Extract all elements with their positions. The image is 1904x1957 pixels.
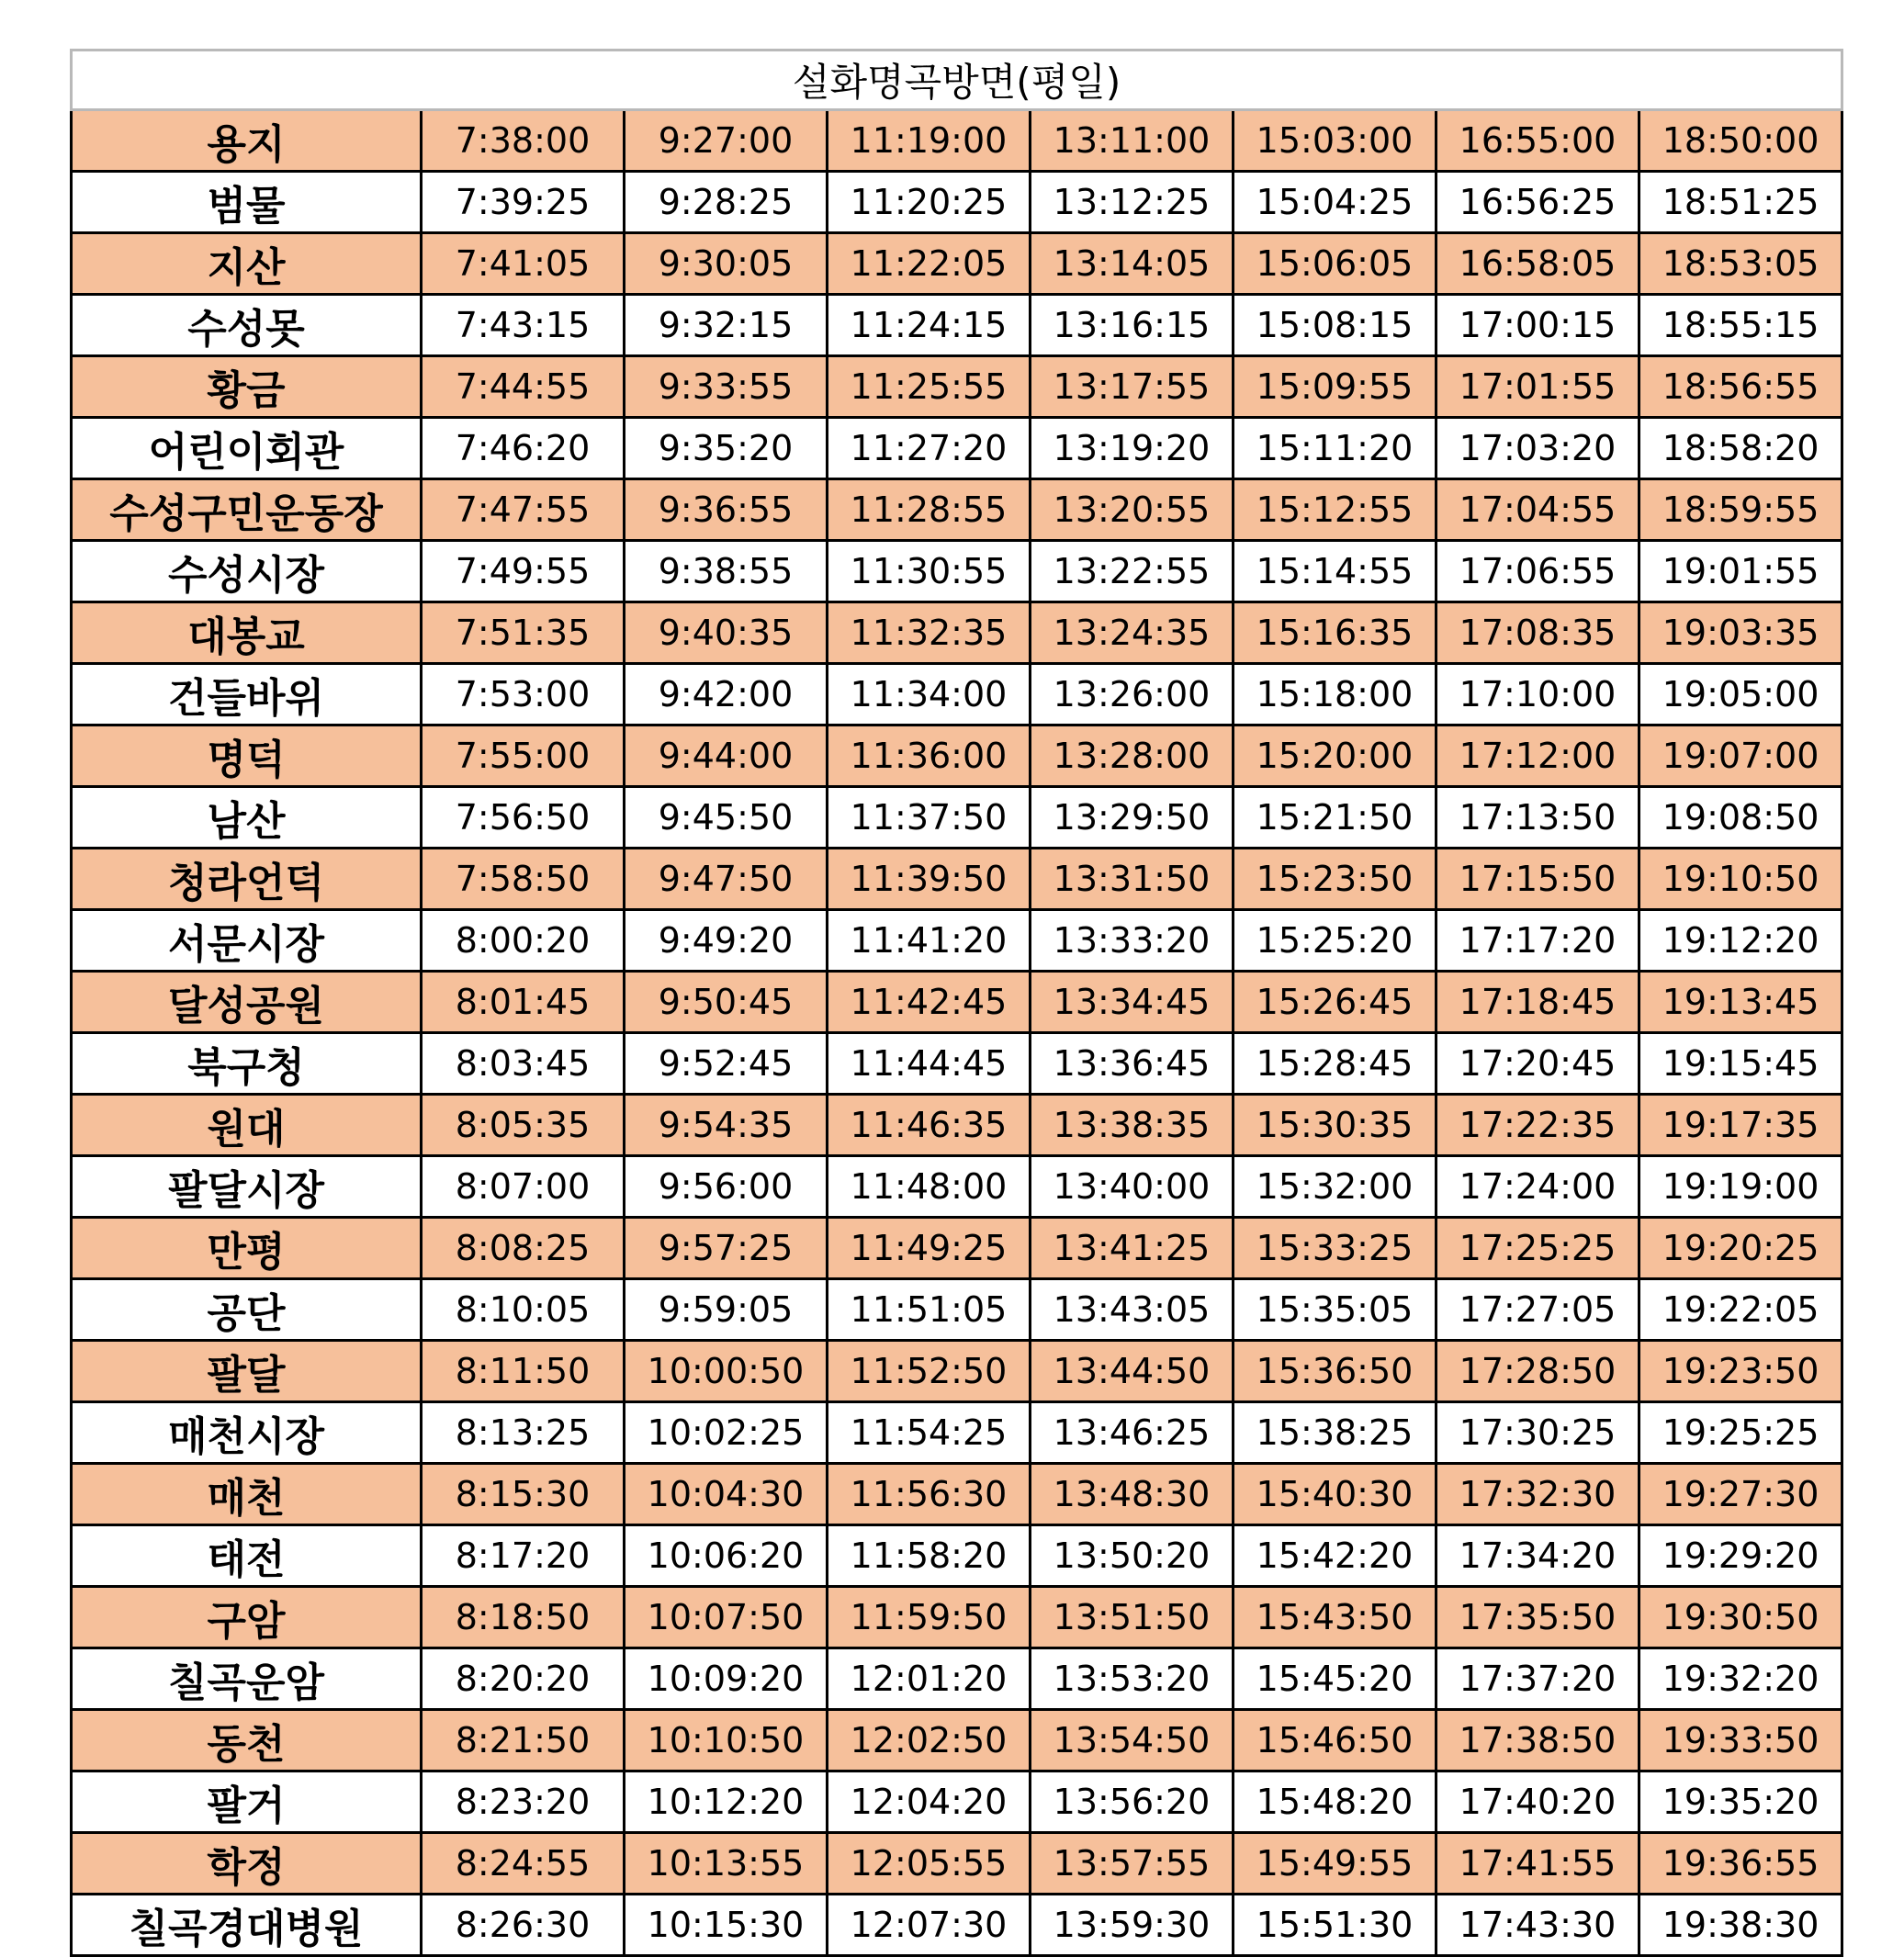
departure-time-cell: 9:27:00: [625, 110, 828, 172]
departure-time-cell: 8:21:50: [422, 1710, 625, 1771]
departure-time-cell: 15:38:25: [1234, 1402, 1436, 1464]
departure-time-cell: 11:20:25: [828, 172, 1031, 233]
departure-time-cell: 11:49:25: [828, 1218, 1031, 1279]
departure-time-cell: 19:07:00: [1639, 725, 1842, 787]
departure-time-cell: 11:46:35: [828, 1095, 1031, 1156]
table-row: [72, 972, 1842, 1033]
table-row: [72, 1279, 1842, 1341]
departure-time-cell: 9:57:25: [625, 1218, 828, 1279]
departure-time-cell: 19:10:50: [1639, 849, 1842, 910]
departure-time-cell: 18:50:00: [1639, 110, 1842, 172]
departure-time-cell: 8:11:50: [422, 1341, 625, 1402]
departure-time-cell: 9:32:15: [625, 295, 828, 356]
departure-time-cell: 13:59:30: [1031, 1895, 1234, 1956]
departure-time-cell: 13:51:50: [1031, 1587, 1234, 1648]
departure-time-cell: 18:59:55: [1639, 479, 1842, 541]
departure-time-cell: 15:49:55: [1234, 1833, 1436, 1895]
departure-time-cell: 15:40:30: [1234, 1464, 1436, 1525]
departure-time-cell: 11:59:50: [828, 1587, 1031, 1648]
departure-time-cell: 9:30:05: [625, 233, 828, 295]
departure-time-cell: 19:13:45: [1639, 972, 1842, 1033]
station-name-cell: 달성공원: [72, 972, 422, 1033]
departure-time-cell: 7:49:55: [422, 541, 625, 602]
departure-time-cell: 17:22:35: [1436, 1095, 1639, 1156]
departure-time-cell: 9:47:50: [625, 849, 828, 910]
departure-time-cell: 13:57:55: [1031, 1833, 1234, 1895]
table-row: [72, 1895, 1842, 1956]
departure-time-cell: 11:51:05: [828, 1279, 1031, 1341]
departure-time-cell: 11:28:55: [828, 479, 1031, 541]
departure-time-cell: 15:03:00: [1234, 110, 1436, 172]
departure-time-cell: 7:46:20: [422, 418, 625, 479]
departure-time-cell: 19:01:55: [1639, 541, 1842, 602]
station-name-cell: 남산: [72, 787, 422, 849]
departure-time-cell: 19:15:45: [1639, 1033, 1842, 1095]
departure-time-cell: 9:36:55: [625, 479, 828, 541]
departure-time-cell: 13:17:55: [1031, 356, 1234, 418]
departure-time-cell: 19:03:35: [1639, 602, 1842, 664]
departure-time-cell: 15:14:55: [1234, 541, 1436, 602]
table-row: [72, 479, 1842, 541]
departure-time-cell: 11:42:45: [828, 972, 1031, 1033]
departure-time-cell: 11:48:00: [828, 1156, 1031, 1218]
station-name-cell: 명덕: [72, 725, 422, 787]
departure-time-cell: 19:36:55: [1639, 1833, 1842, 1895]
departure-time-cell: 11:41:20: [828, 910, 1031, 972]
table-row: [72, 295, 1842, 356]
departure-time-cell: 8:17:20: [422, 1525, 625, 1587]
departure-time-cell: 10:00:50: [625, 1341, 828, 1402]
departure-time-cell: 17:38:50: [1436, 1710, 1639, 1771]
departure-time-cell: 11:25:55: [828, 356, 1031, 418]
departure-time-cell: 17:32:30: [1436, 1464, 1639, 1525]
departure-time-cell: 19:25:25: [1639, 1402, 1842, 1464]
departure-time-cell: 13:38:35: [1031, 1095, 1234, 1156]
table-row: [72, 172, 1842, 233]
departure-time-cell: 8:07:00: [422, 1156, 625, 1218]
departure-time-cell: 18:58:20: [1639, 418, 1842, 479]
departure-time-cell: 13:29:50: [1031, 787, 1234, 849]
departure-time-cell: 19:35:20: [1639, 1771, 1842, 1833]
departure-time-cell: 9:38:55: [625, 541, 828, 602]
departure-time-cell: 11:36:00: [828, 725, 1031, 787]
departure-time-cell: 17:41:55: [1436, 1833, 1639, 1895]
departure-time-cell: 15:33:25: [1234, 1218, 1436, 1279]
timetable-body: [72, 110, 1842, 1956]
departure-time-cell: 15:12:55: [1234, 479, 1436, 541]
departure-time-cell: 17:34:20: [1436, 1525, 1639, 1587]
timetable: [70, 49, 1843, 1957]
departure-time-cell: 17:06:55: [1436, 541, 1639, 602]
departure-time-cell: 10:13:55: [625, 1833, 828, 1895]
departure-time-cell: 9:44:00: [625, 725, 828, 787]
departure-time-cell: 9:56:00: [625, 1156, 828, 1218]
departure-time-cell: 17:17:20: [1436, 910, 1639, 972]
departure-time-cell: 17:08:35: [1436, 602, 1639, 664]
station-name-cell: 수성못: [72, 295, 422, 356]
departure-time-cell: 19:32:20: [1639, 1648, 1842, 1710]
departure-time-cell: 9:33:55: [625, 356, 828, 418]
departure-time-cell: 15:32:00: [1234, 1156, 1436, 1218]
departure-time-cell: 17:30:25: [1436, 1402, 1639, 1464]
departure-time-cell: 13:40:00: [1031, 1156, 1234, 1218]
table-row: [72, 1033, 1842, 1095]
departure-time-cell: 13:28:00: [1031, 725, 1234, 787]
departure-time-cell: 15:48:20: [1234, 1771, 1436, 1833]
station-name-cell: 태전: [72, 1525, 422, 1587]
departure-time-cell: 17:25:25: [1436, 1218, 1639, 1279]
station-name-cell: 매천시장: [72, 1402, 422, 1464]
departure-time-cell: 11:24:15: [828, 295, 1031, 356]
table-row: [72, 1402, 1842, 1464]
departure-time-cell: 10:10:50: [625, 1710, 828, 1771]
departure-time-cell: 9:52:45: [625, 1033, 828, 1095]
departure-time-cell: 7:56:50: [422, 787, 625, 849]
departure-time-cell: 13:43:05: [1031, 1279, 1234, 1341]
departure-time-cell: 8:01:45: [422, 972, 625, 1033]
departure-time-cell: 15:46:50: [1234, 1710, 1436, 1771]
departure-time-cell: 18:55:15: [1639, 295, 1842, 356]
departure-time-cell: 13:31:50: [1031, 849, 1234, 910]
station-name-cell: 수성구민운동장: [72, 479, 422, 541]
departure-time-cell: 13:53:20: [1031, 1648, 1234, 1710]
departure-time-cell: 11:54:25: [828, 1402, 1031, 1464]
station-name-cell: 청라언덕: [72, 849, 422, 910]
departure-time-cell: 15:30:35: [1234, 1095, 1436, 1156]
departure-time-cell: 19:12:20: [1639, 910, 1842, 972]
departure-time-cell: 13:24:35: [1031, 602, 1234, 664]
station-name-cell: 대봉교: [72, 602, 422, 664]
station-name-cell: 칠곡경대병원: [72, 1895, 422, 1956]
departure-time-cell: 11:32:35: [828, 602, 1031, 664]
departure-time-cell: 15:06:05: [1234, 233, 1436, 295]
table-row: [72, 1156, 1842, 1218]
departure-time-cell: 15:08:15: [1234, 295, 1436, 356]
station-name-cell: 칠곡운암: [72, 1648, 422, 1710]
table-row: [72, 541, 1842, 602]
departure-time-cell: 10:02:25: [625, 1402, 828, 1464]
departure-time-cell: 17:03:20: [1436, 418, 1639, 479]
departure-time-cell: 16:56:25: [1436, 172, 1639, 233]
departure-time-cell: 8:08:25: [422, 1218, 625, 1279]
departure-time-cell: 17:13:50: [1436, 787, 1639, 849]
departure-time-cell: 8:20:20: [422, 1648, 625, 1710]
station-name-cell: 팔거: [72, 1771, 422, 1833]
departure-time-cell: 16:55:00: [1436, 110, 1639, 172]
departure-time-cell: 12:01:20: [828, 1648, 1031, 1710]
departure-time-cell: 10:07:50: [625, 1587, 828, 1648]
table-row: [72, 602, 1842, 664]
departure-time-cell: 15:45:20: [1234, 1648, 1436, 1710]
table-row: [72, 910, 1842, 972]
departure-time-cell: 15:18:00: [1234, 664, 1436, 725]
departure-time-cell: 9:28:25: [625, 172, 828, 233]
station-name-cell: 용지: [72, 110, 422, 172]
departure-time-cell: 19:17:35: [1639, 1095, 1842, 1156]
station-name-cell: 황금: [72, 356, 422, 418]
departure-time-cell: 13:48:30: [1031, 1464, 1234, 1525]
table-title: 설화명곡방면(평일): [72, 51, 1842, 110]
departure-time-cell: 19:33:50: [1639, 1710, 1842, 1771]
departure-time-cell: 15:25:20: [1234, 910, 1436, 972]
departure-time-cell: 8:18:50: [422, 1587, 625, 1648]
departure-time-cell: 17:04:55: [1436, 479, 1639, 541]
departure-time-cell: 15:35:05: [1234, 1279, 1436, 1341]
departure-time-cell: 17:18:45: [1436, 972, 1639, 1033]
departure-time-cell: 11:56:30: [828, 1464, 1031, 1525]
table-row: [72, 1648, 1842, 1710]
departure-time-cell: 15:04:25: [1234, 172, 1436, 233]
departure-time-cell: 11:58:20: [828, 1525, 1031, 1587]
table-row: [72, 1341, 1842, 1402]
table-row: [72, 110, 1842, 172]
table-row: [72, 1833, 1842, 1895]
station-name-cell: 학정: [72, 1833, 422, 1895]
departure-time-cell: 19:23:50: [1639, 1341, 1842, 1402]
departure-time-cell: 12:04:20: [828, 1771, 1031, 1833]
departure-time-cell: 11:37:50: [828, 787, 1031, 849]
departure-time-cell: 11:30:55: [828, 541, 1031, 602]
departure-time-cell: 10:15:30: [625, 1895, 828, 1956]
departure-time-cell: 19:19:00: [1639, 1156, 1842, 1218]
departure-time-cell: 8:24:55: [422, 1833, 625, 1895]
table-row: [72, 725, 1842, 787]
departure-time-cell: 7:53:00: [422, 664, 625, 725]
departure-time-cell: 15:16:35: [1234, 602, 1436, 664]
departure-time-cell: 11:44:45: [828, 1033, 1031, 1095]
departure-time-cell: 13:12:25: [1031, 172, 1234, 233]
departure-time-cell: 8:26:30: [422, 1895, 625, 1956]
departure-time-cell: 12:05:55: [828, 1833, 1031, 1895]
departure-time-cell: 7:38:00: [422, 110, 625, 172]
departure-time-cell: 8:03:45: [422, 1033, 625, 1095]
station-name-cell: 수성시장: [72, 541, 422, 602]
departure-time-cell: 17:20:45: [1436, 1033, 1639, 1095]
table-row: [72, 1525, 1842, 1587]
departure-time-cell: 13:26:00: [1031, 664, 1234, 725]
departure-time-cell: 7:47:55: [422, 479, 625, 541]
departure-time-cell: 10:12:20: [625, 1771, 828, 1833]
departure-time-cell: 11:19:00: [828, 110, 1031, 172]
departure-time-cell: 9:45:50: [625, 787, 828, 849]
departure-time-cell: 17:10:00: [1436, 664, 1639, 725]
table-row: [72, 1587, 1842, 1648]
departure-time-cell: 17:28:50: [1436, 1341, 1639, 1402]
departure-time-cell: 15:43:50: [1234, 1587, 1436, 1648]
table-row: [72, 1464, 1842, 1525]
departure-time-cell: 11:34:00: [828, 664, 1031, 725]
departure-time-cell: 19:27:30: [1639, 1464, 1842, 1525]
departure-time-cell: 8:13:25: [422, 1402, 625, 1464]
departure-time-cell: 8:15:30: [422, 1464, 625, 1525]
departure-time-cell: 7:39:25: [422, 172, 625, 233]
departure-time-cell: 13:20:55: [1031, 479, 1234, 541]
departure-time-cell: 15:36:50: [1234, 1341, 1436, 1402]
departure-time-cell: 11:52:50: [828, 1341, 1031, 1402]
departure-time-cell: 19:30:50: [1639, 1587, 1842, 1648]
departure-time-cell: 13:36:45: [1031, 1033, 1234, 1095]
departure-time-cell: 15:42:20: [1234, 1525, 1436, 1587]
departure-time-cell: 15:21:50: [1234, 787, 1436, 849]
departure-time-cell: 17:00:15: [1436, 295, 1639, 356]
station-name-cell: 만평: [72, 1218, 422, 1279]
departure-time-cell: 8:00:20: [422, 910, 625, 972]
departure-time-cell: 15:20:00: [1234, 725, 1436, 787]
departure-time-cell: 13:22:55: [1031, 541, 1234, 602]
departure-time-cell: 10:09:20: [625, 1648, 828, 1710]
departure-time-cell: 15:11:20: [1234, 418, 1436, 479]
station-name-cell: 서문시장: [72, 910, 422, 972]
departure-time-cell: 15:23:50: [1234, 849, 1436, 910]
station-name-cell: 매천: [72, 1464, 422, 1525]
departure-time-cell: 11:22:05: [828, 233, 1031, 295]
departure-time-cell: 8:10:05: [422, 1279, 625, 1341]
departure-time-cell: 9:50:45: [625, 972, 828, 1033]
departure-time-cell: 9:54:35: [625, 1095, 828, 1156]
departure-time-cell: 19:20:25: [1639, 1218, 1842, 1279]
station-name-cell: 동천: [72, 1710, 422, 1771]
departure-time-cell: 10:06:20: [625, 1525, 828, 1587]
station-name-cell: 범물: [72, 172, 422, 233]
departure-time-cell: 9:40:35: [625, 602, 828, 664]
table-row: [72, 1095, 1842, 1156]
departure-time-cell: 17:40:20: [1436, 1771, 1639, 1833]
departure-time-cell: 11:27:20: [828, 418, 1031, 479]
departure-time-cell: 7:58:50: [422, 849, 625, 910]
departure-time-cell: 17:27:05: [1436, 1279, 1639, 1341]
table-row: [72, 787, 1842, 849]
departure-time-cell: 13:33:20: [1031, 910, 1234, 972]
station-name-cell: 지산: [72, 233, 422, 295]
departure-time-cell: 7:55:00: [422, 725, 625, 787]
table-row: [72, 849, 1842, 910]
departure-time-cell: 10:04:30: [625, 1464, 828, 1525]
station-name-cell: 원대: [72, 1095, 422, 1156]
departure-time-cell: 8:23:20: [422, 1771, 625, 1833]
station-name-cell: 구암: [72, 1587, 422, 1648]
station-name-cell: 팔달시장: [72, 1156, 422, 1218]
departure-time-cell: 19:29:20: [1639, 1525, 1842, 1587]
title-row: [72, 51, 1842, 110]
table-row: [72, 664, 1842, 725]
departure-time-cell: 7:51:35: [422, 602, 625, 664]
station-name-cell: 어린이회관: [72, 418, 422, 479]
departure-time-cell: 17:43:30: [1436, 1895, 1639, 1956]
table-row: [72, 1218, 1842, 1279]
station-name-cell: 팔달: [72, 1341, 422, 1402]
departure-time-cell: 19:08:50: [1639, 787, 1842, 849]
departure-time-cell: 15:28:45: [1234, 1033, 1436, 1095]
station-name-cell: 공단: [72, 1279, 422, 1341]
departure-time-cell: 13:50:20: [1031, 1525, 1234, 1587]
departure-time-cell: 15:09:55: [1234, 356, 1436, 418]
table-row: [72, 1710, 1842, 1771]
departure-time-cell: 13:46:25: [1031, 1402, 1234, 1464]
departure-time-cell: 15:51:30: [1234, 1895, 1436, 1956]
departure-time-cell: 8:05:35: [422, 1095, 625, 1156]
departure-time-cell: 17:35:50: [1436, 1587, 1639, 1648]
table-row: [72, 1771, 1842, 1833]
departure-time-cell: 12:07:30: [828, 1895, 1031, 1956]
departure-time-cell: 13:44:50: [1031, 1341, 1234, 1402]
departure-time-cell: 9:42:00: [625, 664, 828, 725]
departure-time-cell: 13:41:25: [1031, 1218, 1234, 1279]
departure-time-cell: 17:01:55: [1436, 356, 1639, 418]
departure-time-cell: 9:49:20: [625, 910, 828, 972]
departure-time-cell: 17:24:00: [1436, 1156, 1639, 1218]
departure-time-cell: 18:53:05: [1639, 233, 1842, 295]
departure-time-cell: 18:51:25: [1639, 172, 1842, 233]
departure-time-cell: 17:12:00: [1436, 725, 1639, 787]
departure-time-cell: 13:19:20: [1031, 418, 1234, 479]
station-name-cell: 북구청: [72, 1033, 422, 1095]
departure-time-cell: 7:41:05: [422, 233, 625, 295]
departure-time-cell: 13:54:50: [1031, 1710, 1234, 1771]
departure-time-cell: 16:58:05: [1436, 233, 1639, 295]
departure-time-cell: 7:44:55: [422, 356, 625, 418]
departure-time-cell: 17:37:20: [1436, 1648, 1639, 1710]
departure-time-cell: 13:14:05: [1031, 233, 1234, 295]
departure-time-cell: 18:56:55: [1639, 356, 1842, 418]
departure-time-cell: 9:35:20: [625, 418, 828, 479]
table-row: [72, 418, 1842, 479]
table-row: [72, 233, 1842, 295]
departure-time-cell: 13:34:45: [1031, 972, 1234, 1033]
departure-time-cell: 12:02:50: [828, 1710, 1031, 1771]
departure-time-cell: 13:56:20: [1031, 1771, 1234, 1833]
departure-time-cell: 7:43:15: [422, 295, 625, 356]
departure-time-cell: 11:39:50: [828, 849, 1031, 910]
departure-time-cell: 13:16:15: [1031, 295, 1234, 356]
departure-time-cell: 19:22:05: [1639, 1279, 1842, 1341]
departure-time-cell: 15:26:45: [1234, 972, 1436, 1033]
departure-time-cell: 9:59:05: [625, 1279, 828, 1341]
departure-time-cell: 13:11:00: [1031, 110, 1234, 172]
station-name-cell: 건들바위: [72, 664, 422, 725]
table-row: [72, 356, 1842, 418]
departure-time-cell: 19:05:00: [1639, 664, 1842, 725]
departure-time-cell: 17:15:50: [1436, 849, 1639, 910]
departure-time-cell: 19:38:30: [1639, 1895, 1842, 1956]
